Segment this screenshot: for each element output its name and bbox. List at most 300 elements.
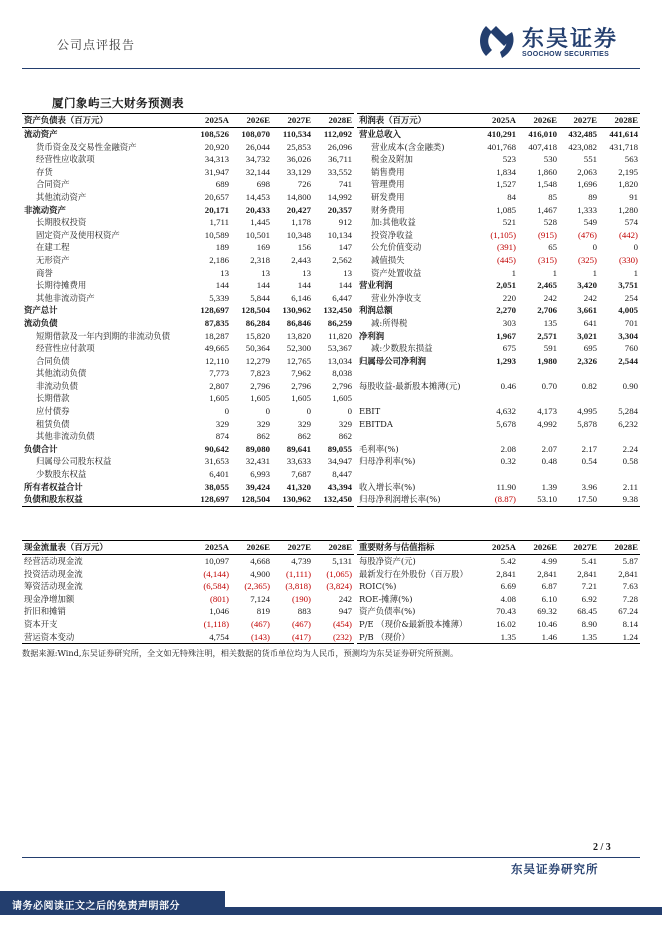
cash-flow-table [22,540,354,644]
value-cell: 6,401 [209,469,229,480]
value-cell: 14,992 [327,191,352,202]
table-row [357,153,640,166]
row-label: 折旧和摊销 [24,606,66,617]
value-cell: 329 [297,418,311,429]
value-cell: 31,947 [204,166,229,177]
value-cell: 1,967 [496,330,516,341]
year-header-cell: 2027E [559,541,599,555]
value-cell: 32,431 [245,456,270,467]
value-cell: (915) [537,229,557,240]
row-label: 货币资金及交易性金融资产 [36,141,137,152]
value-cell: 1.46 [518,631,559,644]
row-label: 其他非流动负债 [36,431,95,442]
value-cell: 407,418 [528,141,557,152]
table-row [22,229,354,242]
value-cell: 15,820 [245,330,270,341]
value-cell: 1 [592,267,597,278]
table-header-row [22,114,354,128]
value-cell: 5.87 [622,556,638,566]
value-cell: 85 [548,191,557,202]
value-cell: 144 [338,280,352,291]
value-cell: 144 [256,280,270,291]
value-cell: 135 [543,317,557,328]
row-label: 净利润 [359,330,385,341]
table-header-row [357,541,640,555]
row-label: 在建工程 [36,242,70,253]
table-header-row [357,114,640,128]
value-cell: 34,947 [327,456,352,467]
table-row [357,443,640,456]
table-row [22,216,354,229]
value-cell: 242 [338,593,352,604]
table-row [357,580,640,593]
value-cell: 1 [511,267,516,278]
value-cell: 2,796 [291,380,311,391]
value-cell: 1,820 [618,179,638,190]
row-label: 其他流动负债 [36,368,87,379]
row-label: 少数股东权益 [36,469,87,480]
footer-org-name: 东吴证券研究所 [511,862,599,876]
value-cell: 1,605 [291,393,311,404]
value-cell: 84 [507,191,516,202]
value-cell: 1,467 [537,204,557,215]
value-cell: 1.35 [559,631,599,644]
value-cell: 144 [215,280,229,291]
value-cell: 5,678 [496,418,516,429]
table-row [357,241,640,254]
year-header-cell: 2025A [474,541,518,555]
value-cell [474,468,518,481]
row-label: 毛利率(%) [359,443,399,454]
value-cell: 7,962 [291,368,311,379]
row-label: 合同负债 [36,355,70,366]
value-cell: 0.48 [541,456,557,467]
value-cell: 3.96 [581,481,597,492]
row-label: 经营性应收款项 [36,154,95,165]
value-cell: 108,070 [241,129,270,139]
table-row [22,292,354,305]
row-label: 每股收益-最新股本摊薄(元) [359,380,461,391]
value-cell: 4,754 [187,631,231,644]
value-cell: 5,339 [209,292,229,303]
row-label: 其他非流动资产 [36,292,95,303]
row-label: 税金及附加 [371,154,413,165]
table-title-cell: 现金流量表（百万元） [22,541,187,555]
row-label [357,367,474,380]
key-ratios-table [357,540,640,644]
value-cell: (3,818) [285,581,311,592]
value-cell: 13 [343,267,352,278]
value-cell: 2,195 [618,166,638,177]
value-cell: (315) [537,254,557,265]
value-cell: 14,453 [245,191,270,202]
value-cell: 6,146 [291,292,311,303]
value-cell: 13,034 [327,355,352,366]
value-cell: 4,173 [537,406,557,417]
row-label: 非流动资产 [24,204,66,215]
row-label: 现金净增加额 [24,593,75,604]
value-cell: 220 [502,292,516,303]
value-cell: 25,853 [286,141,311,152]
table-row [357,304,640,317]
table-row [357,618,640,631]
value-cell: 156 [297,242,311,253]
value-cell: 3,420 [577,280,597,291]
value-cell: 69.32 [537,606,557,617]
value-cell: 13 [220,267,229,278]
row-label: EBIT [359,406,381,417]
value-cell: 1,178 [291,217,311,228]
table-row [22,166,354,179]
value-cell: (3,824) [326,581,352,592]
value-cell: 132,450 [313,493,354,506]
row-label: 减:少数股东损益 [371,343,433,354]
value-cell: 17.50 [559,493,599,506]
value-cell: (476) [577,229,597,240]
value-cell: 329 [338,418,352,429]
table-row [22,355,354,368]
value-cell: 6.69 [500,581,516,592]
row-label: 公允价值变动 [371,242,422,253]
value-cell [518,367,559,380]
table-row [22,178,354,191]
value-cell: 91 [629,191,638,202]
row-label: 营业外净收支 [371,292,422,303]
table-row [22,330,354,343]
row-label: 资产负债率(%) [359,606,416,617]
row-label: 无形资产 [36,254,70,265]
table-row [22,128,354,141]
year-header-cell: 2028E [313,114,354,128]
value-cell: 86,846 [286,317,311,328]
value-cell: 431,718 [609,141,638,152]
value-cell: 5,284 [618,406,638,417]
row-label: 每股净资产(元) [359,556,416,566]
row-label: 负债合计 [24,443,58,454]
value-cell [559,367,599,380]
year-header-cell: 2027E [272,114,313,128]
value-cell: 12,765 [286,355,311,366]
value-cell: 1,696 [577,179,597,190]
table-row [357,342,640,355]
value-cell: 20,171 [204,204,229,215]
value-cell: 132,450 [323,305,352,316]
value-cell: 2,841 [618,568,638,579]
table-row [22,555,354,568]
soochow-logo-icon [478,22,516,60]
year-header-cell: 2028E [599,541,640,555]
row-label: 固定资产及使用权资产 [36,229,120,240]
value-cell: 53.10 [518,493,559,506]
row-label: 加:其他收益 [371,217,416,228]
row-label: 研发费用 [371,191,405,202]
table-title-cell: 利润表（百万元） [357,114,474,128]
value-cell: 5.41 [581,556,597,566]
value-cell: 14,800 [286,191,311,202]
table-row [357,141,640,154]
table-header-row [22,541,354,555]
value-cell: 0 [265,406,270,417]
year-header-cell: 2026E [518,541,559,555]
value-cell: 10.46 [537,618,557,629]
table-row [22,605,354,618]
value-cell: (467) [291,618,311,629]
value-cell: (1,105) [490,229,516,240]
value-cell: 0.82 [581,380,597,391]
value-cell: 2.24 [622,443,638,454]
balance-sheet-table [22,113,354,507]
value-cell: 1.35 [474,631,518,644]
value-cell: 11,820 [328,330,352,341]
value-cell: 8.90 [581,618,597,629]
logo-english-name: SOOCHOW SECURITIES [522,51,610,58]
row-label: 归母净利润增长率(%) [357,493,474,506]
table-row [22,481,354,494]
value-cell: 34,732 [245,154,270,165]
value-cell: 87,835 [204,317,229,328]
row-label: ROIC(%) [359,581,397,592]
value-cell: 12,279 [245,355,270,366]
value-cell: 65 [548,242,557,253]
table-row [357,555,640,568]
value-cell: 701 [624,317,638,328]
value-cell: 741 [338,179,352,190]
value-cell: 8,038 [332,368,352,379]
value-cell: 50,364 [245,343,270,354]
value-cell: 110,534 [282,129,311,139]
value-cell: 38,055 [204,481,229,492]
value-cell: (143) [231,631,272,644]
value-cell: 2,270 [496,305,516,316]
table-row [22,204,354,217]
value-cell: 1,085 [496,204,516,215]
value-cell: 7,773 [209,368,229,379]
value-cell: (325) [577,254,597,265]
value-cell: (454) [332,618,352,629]
value-cell: 0 [347,406,352,417]
value-cell: (442) [618,229,638,240]
page-number: 2 / 3 [593,842,611,853]
row-label: 资本开支 [24,618,58,629]
value-cell: 862 [338,431,352,442]
row-label: 归属母公司股东权益 [36,456,112,467]
value-cell: 329 [215,418,229,429]
row-label: 经营性应付款项 [36,343,95,354]
value-cell: 10,097 [204,556,229,566]
table-row [22,317,354,330]
value-cell: 242 [543,292,557,303]
value-cell: 760 [624,343,638,354]
value-cell: (391) [496,242,516,253]
row-label: 长期借款 [36,393,70,404]
row-label: 减值损失 [371,254,405,265]
row-label: 合同资产 [36,179,70,190]
value-cell: 49,665 [204,343,229,354]
row-label: 营运资本变动 [22,631,187,644]
value-cell: 1,605 [209,393,229,404]
row-label: 投资活动现金流 [24,568,83,579]
table-row [357,279,640,292]
value-cell: 2.11 [622,481,638,492]
value-cell: 6,232 [618,418,638,429]
value-cell: 36,026 [286,154,311,165]
data-source-note: 数据来源:Wind,东吴证券研究所，全文如无特殊注明，相关数据的货币单位均为人民币，预测均为东吴证券研究所预测。 [22,648,459,658]
value-cell: 68.45 [577,606,597,617]
value-cell: 12,110 [205,355,229,366]
value-cell: 128,697 [200,305,229,316]
table-row [22,418,354,431]
value-cell: 0 [592,242,597,253]
value-cell: 9.38 [599,493,640,506]
value-cell: 416,010 [528,129,557,139]
report-section-title: 厦门象屿三大财务预测表 [52,96,184,110]
table-row [357,128,640,141]
value-cell: 67.24 [618,606,638,617]
value-cell: 563 [624,154,638,165]
value-cell: 549 [583,217,597,228]
table-row [22,631,354,644]
table-row [357,392,640,405]
value-cell: 128,504 [241,305,270,316]
value-cell [559,392,599,405]
table-row [357,493,640,506]
row-label [357,430,474,443]
table-row [357,631,640,644]
value-cell: 89,080 [245,443,270,454]
value-cell: 2,807 [209,380,229,391]
value-cell: 4,632 [496,406,516,417]
value-cell: 2,796 [332,380,352,391]
value-cell: 128,504 [231,493,272,506]
value-cell [474,367,518,380]
value-cell: 128,697 [187,493,231,506]
value-cell: 112,092 [323,129,352,139]
table-row [357,229,640,242]
value-cell [559,468,599,481]
value-cell: 521 [502,217,516,228]
value-cell: 4,739 [291,556,311,566]
value-cell: 2,186 [209,254,229,265]
value-cell: 13 [261,267,270,278]
value-cell: 2,571 [537,330,557,341]
value-cell: 1,333 [577,204,597,215]
table-row [22,568,354,581]
year-header-cell: 2026E [518,114,559,128]
value-cell: (1,111) [286,568,311,579]
table-title-cell: 资产负债表（百万元） [22,114,187,128]
value-cell: 726 [297,179,311,190]
table-row [22,593,354,606]
value-cell: 303 [502,317,516,328]
value-cell: 432,485 [568,129,597,139]
table-row [357,267,640,280]
table-row [22,304,354,317]
year-header-cell: 2026E [231,114,272,128]
row-label: 长期待摊费用 [36,280,87,291]
value-cell: 26,044 [245,141,270,152]
value-cell: 2.07 [541,443,557,454]
value-cell: 551 [583,154,597,165]
table-row [22,191,354,204]
table-row [357,330,640,343]
footer-band [225,907,662,915]
table-row [357,405,640,418]
value-cell: 2,841 [537,568,557,579]
value-cell [599,367,640,380]
value-cell: 254 [624,292,638,303]
year-header-cell: 2027E [272,541,313,555]
value-cell: 33,633 [286,456,311,467]
value-cell [559,430,599,443]
value-cell: 0.58 [622,456,638,467]
header-divider [22,68,640,69]
value-cell: 86,284 [245,317,270,328]
value-cell: 1 [633,267,638,278]
table-row [22,241,354,254]
value-cell: 401,768 [487,141,516,152]
table-row [22,430,354,443]
value-cell: 874 [215,431,229,442]
value-cell: 1,980 [537,355,557,366]
value-cell: 2,841 [577,568,597,579]
year-header-cell: 2026E [231,541,272,555]
value-cell: 6,993 [250,469,270,480]
row-label: 短期借款及一年内到期的非流动负债 [36,330,170,341]
value-cell: 1,605 [250,393,270,404]
value-cell: 689 [215,179,229,190]
table-row [357,380,640,393]
value-cell: 530 [543,154,557,165]
value-cell: 698 [256,179,270,190]
row-label: 负债和股东权益 [22,493,187,506]
value-cell: 11.90 [496,481,516,492]
value-cell: 33,129 [286,166,311,177]
table-row [357,191,640,204]
table-row [357,455,640,468]
value-cell [599,468,640,481]
row-label: 减:所得税 [371,317,408,328]
value-cell: 410,291 [487,129,516,139]
row-label: 存货 [36,166,53,177]
row-label: 营业成本(含金融类) [371,141,445,152]
value-cell: 34,313 [204,154,229,165]
table-row [22,380,354,393]
table-row [357,418,640,431]
value-cell: 523 [502,154,516,165]
row-label: 管理费用 [371,179,405,190]
table-row [357,254,640,267]
value-cell: 7.63 [622,581,638,592]
row-label: 营业利润 [359,280,393,291]
value-cell: 144 [297,280,311,291]
row-label: 租赁负债 [36,418,70,429]
value-cell [474,430,518,443]
value-cell: 574 [624,217,638,228]
value-cell: 2,841 [496,568,516,579]
value-cell: 43,394 [327,481,352,492]
table-title-cell: 重要财务与估值指标 [357,541,474,555]
value-cell: 1,293 [496,355,516,366]
table-row [22,405,354,418]
value-cell: 169 [256,242,270,253]
value-cell: 0 [306,406,311,417]
value-cell: 6.92 [581,593,597,604]
value-cell: 130,962 [282,305,311,316]
value-cell: 8.14 [622,618,638,629]
value-cell [599,392,640,405]
table-row [22,468,354,481]
value-cell: 7.28 [622,593,638,604]
